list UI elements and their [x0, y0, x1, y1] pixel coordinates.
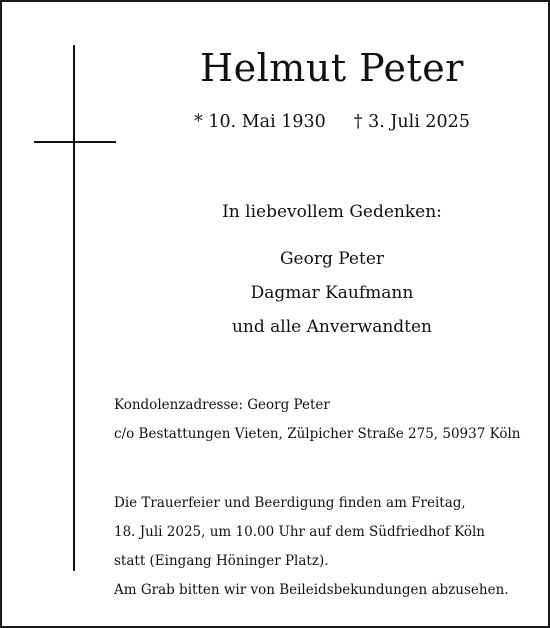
birth-date: * 10. Mai 1930 — [194, 112, 326, 132]
mourners-list — [122, 242, 542, 344]
deceased-name: Helmut Peter — [200, 46, 464, 90]
service-line: 18. Juli 2025, um 10.00 Uhr auf dem Südfriedhof Köln — [114, 524, 485, 540]
service-line: Die Trauerfeier und Beerdigung finden am Freitag, — [114, 495, 466, 511]
condolence-line: c/o Bestattungen Vieten, Zülpicher Straße 275, 50937 Köln — [114, 426, 521, 442]
service-line: statt (Eingang Höninger Platz). — [114, 553, 329, 569]
cross-symbol-horizontal-bar — [34, 141, 116, 143]
funeral-service-info — [114, 489, 534, 605]
death-date: † 3. Juli 2025 — [353, 112, 470, 132]
memory-line: In liebevollem Gedenken: — [222, 202, 442, 222]
condolence-line: Kondolenzadresse: Georg Peter — [114, 397, 330, 413]
mourner-name: Georg Peter — [279, 249, 385, 269]
life-dates — [122, 110, 542, 134]
mourner-name: und alle Anverwandten — [231, 317, 433, 337]
condolence-address — [114, 391, 534, 449]
cross-symbol-vertical-bar — [73, 45, 75, 571]
service-line: Am Grab bitten wir von Beileidsbekundungen abzusehen. — [114, 582, 509, 598]
mourner-name: Dagmar Kaufmann — [250, 283, 414, 303]
